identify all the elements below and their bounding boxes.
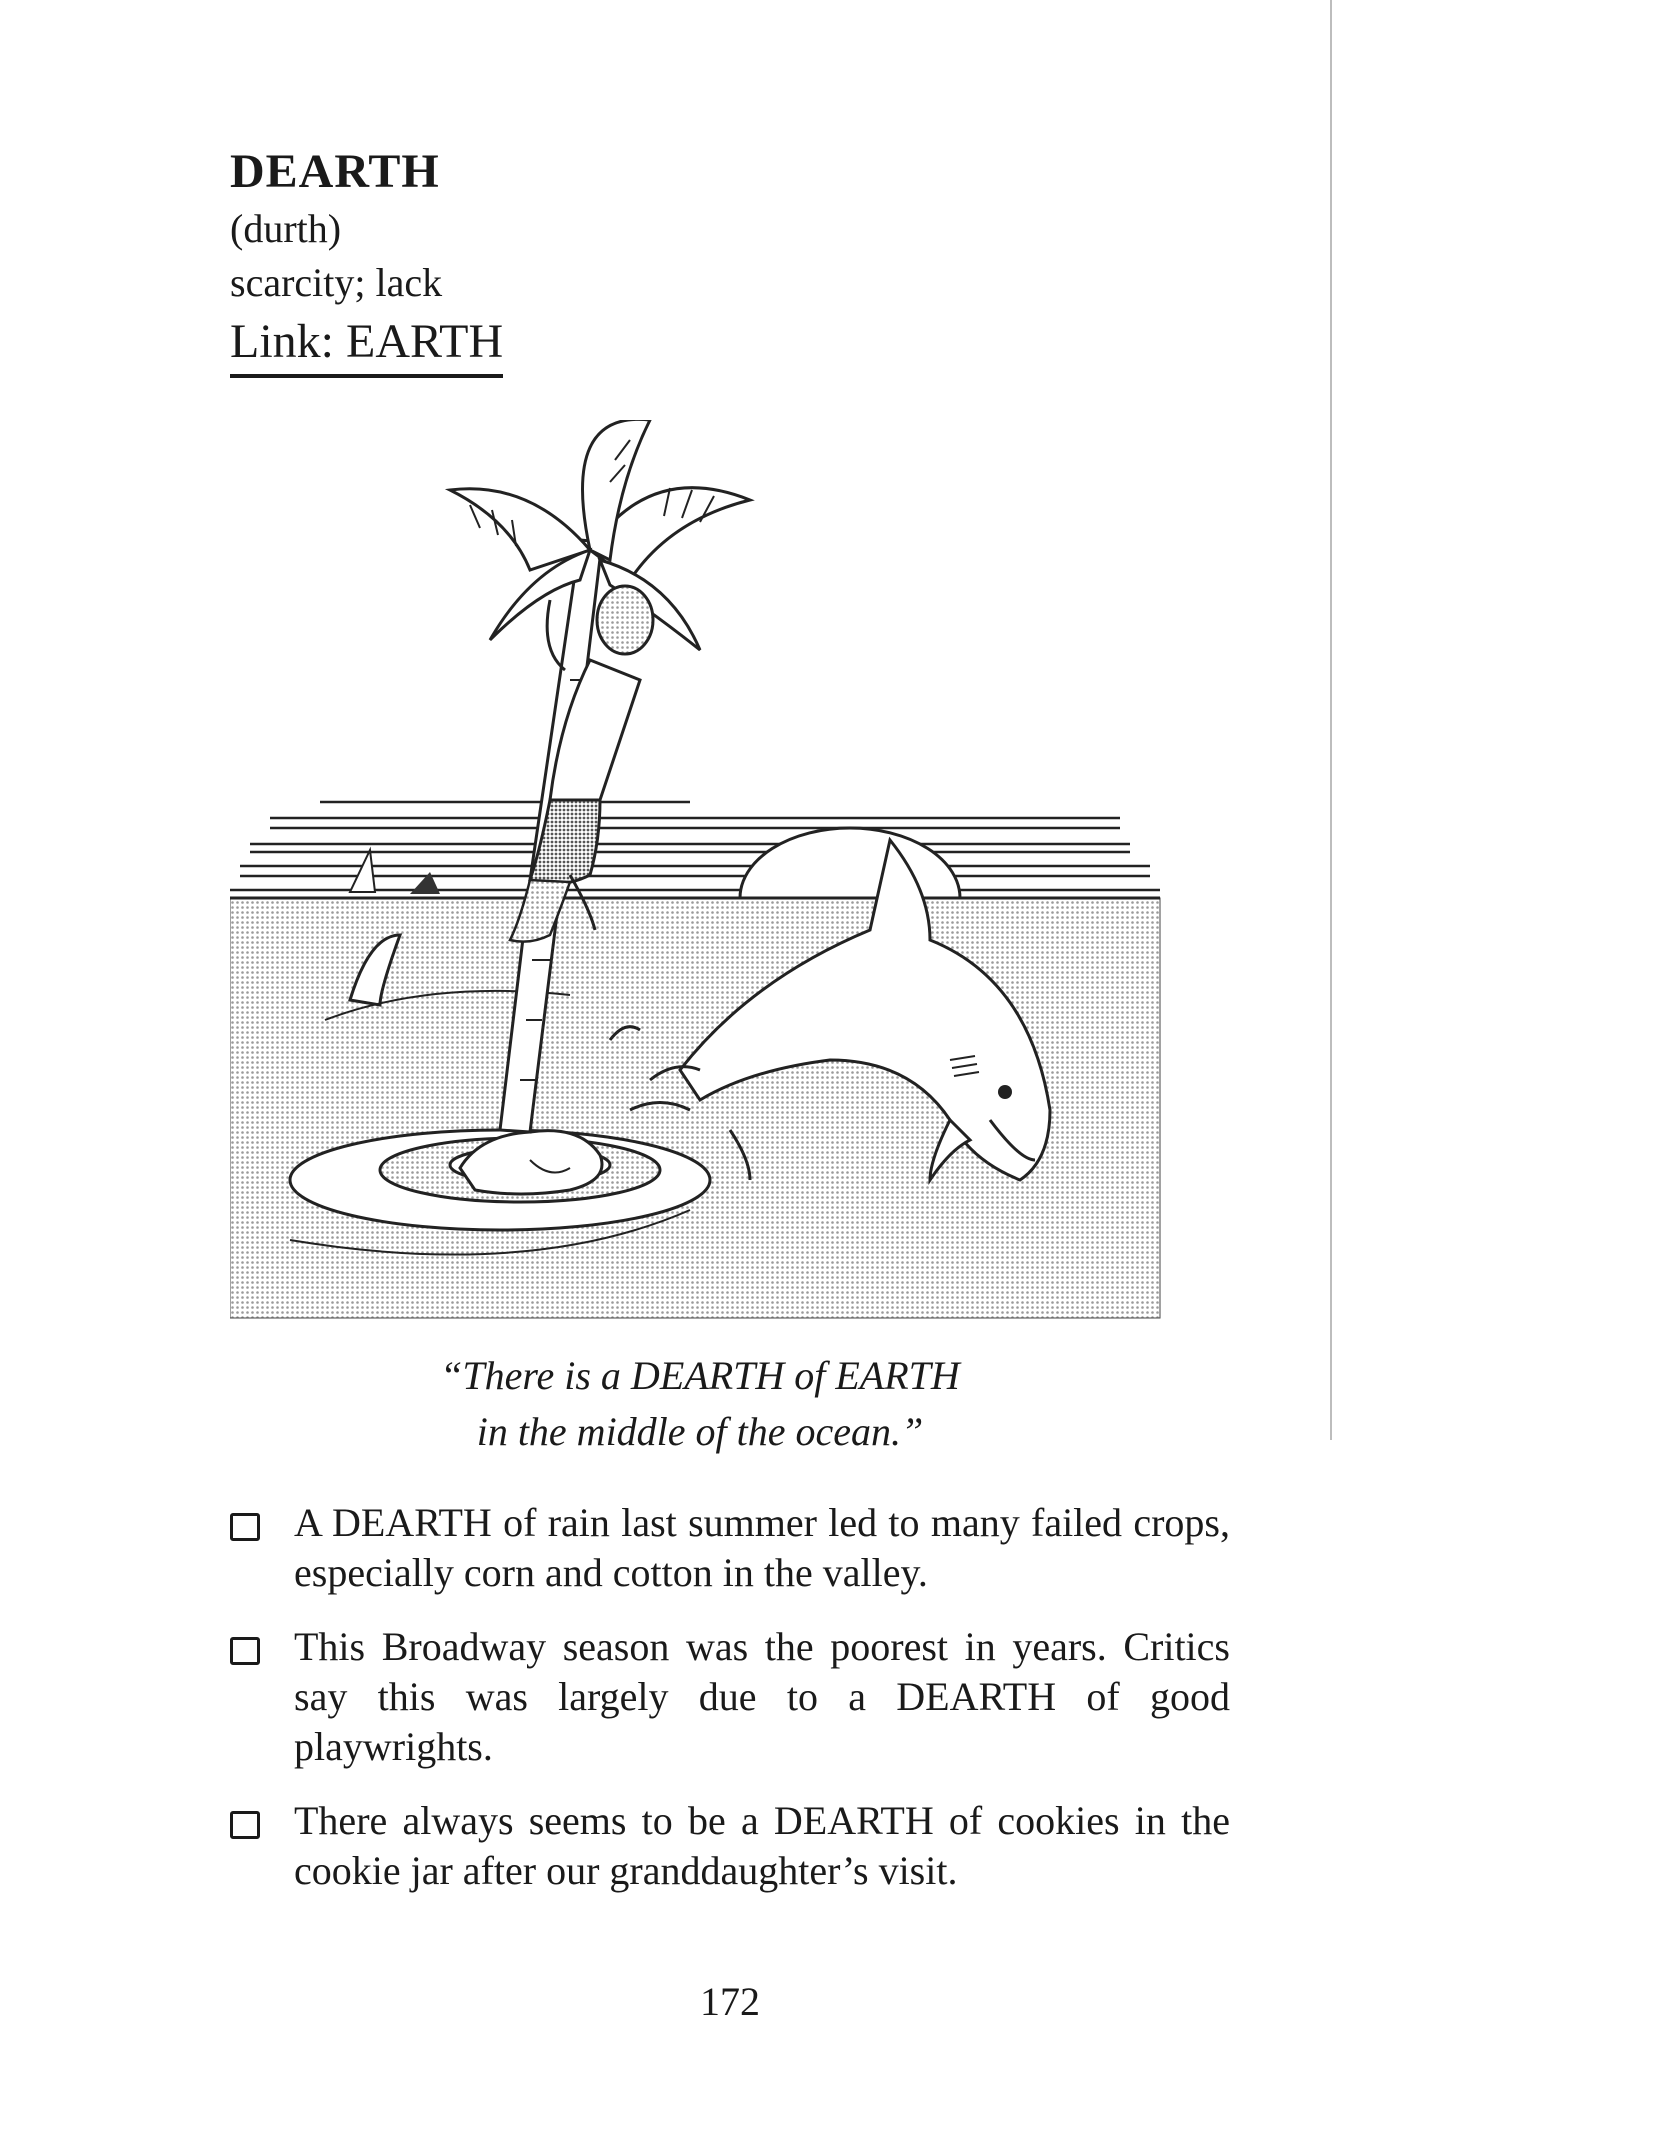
link-label: Link: bbox=[230, 315, 334, 368]
checkbox-icon bbox=[230, 1811, 260, 1839]
caption-line-2: in the middle of the ocean.” bbox=[476, 1409, 924, 1454]
example-sentences bbox=[220, 1498, 1230, 1920]
example-text: A DEARTH of rain last summer led to many failed crops, especially corn and cotton in the valley. bbox=[294, 1500, 1230, 1595]
entry-link bbox=[230, 312, 503, 378]
castaway-palm-shark-illustration bbox=[230, 420, 1170, 1320]
sun-icon bbox=[740, 828, 960, 898]
checkbox-icon bbox=[230, 1513, 260, 1541]
example-text: This Broadway season was the poorest in years. Critics say this was largely due to a DEARTH of good playwrights. bbox=[294, 1624, 1230, 1769]
example-text: There always seems to be a DEARTH of cookies in the cookie jar after our granddaughter’s visit. bbox=[294, 1798, 1230, 1893]
page-number: 172 bbox=[700, 1979, 760, 2024]
entry-definition: scarcity; lack bbox=[230, 260, 443, 305]
illustration-caption bbox=[230, 1348, 1170, 1460]
example-item bbox=[220, 1796, 1230, 1896]
example-item bbox=[220, 1498, 1230, 1598]
entry-word: DEARTH bbox=[230, 145, 440, 198]
link-word: EARTH bbox=[346, 315, 504, 368]
checkbox-icon bbox=[230, 1637, 260, 1665]
caption-line-1: “There is a DEARTH of EARTH bbox=[440, 1353, 960, 1398]
entry-header bbox=[230, 142, 503, 378]
entry-pronunciation: (durth) bbox=[230, 206, 342, 251]
page-edge-line bbox=[1330, 0, 1332, 1440]
example-item bbox=[220, 1622, 1230, 1772]
